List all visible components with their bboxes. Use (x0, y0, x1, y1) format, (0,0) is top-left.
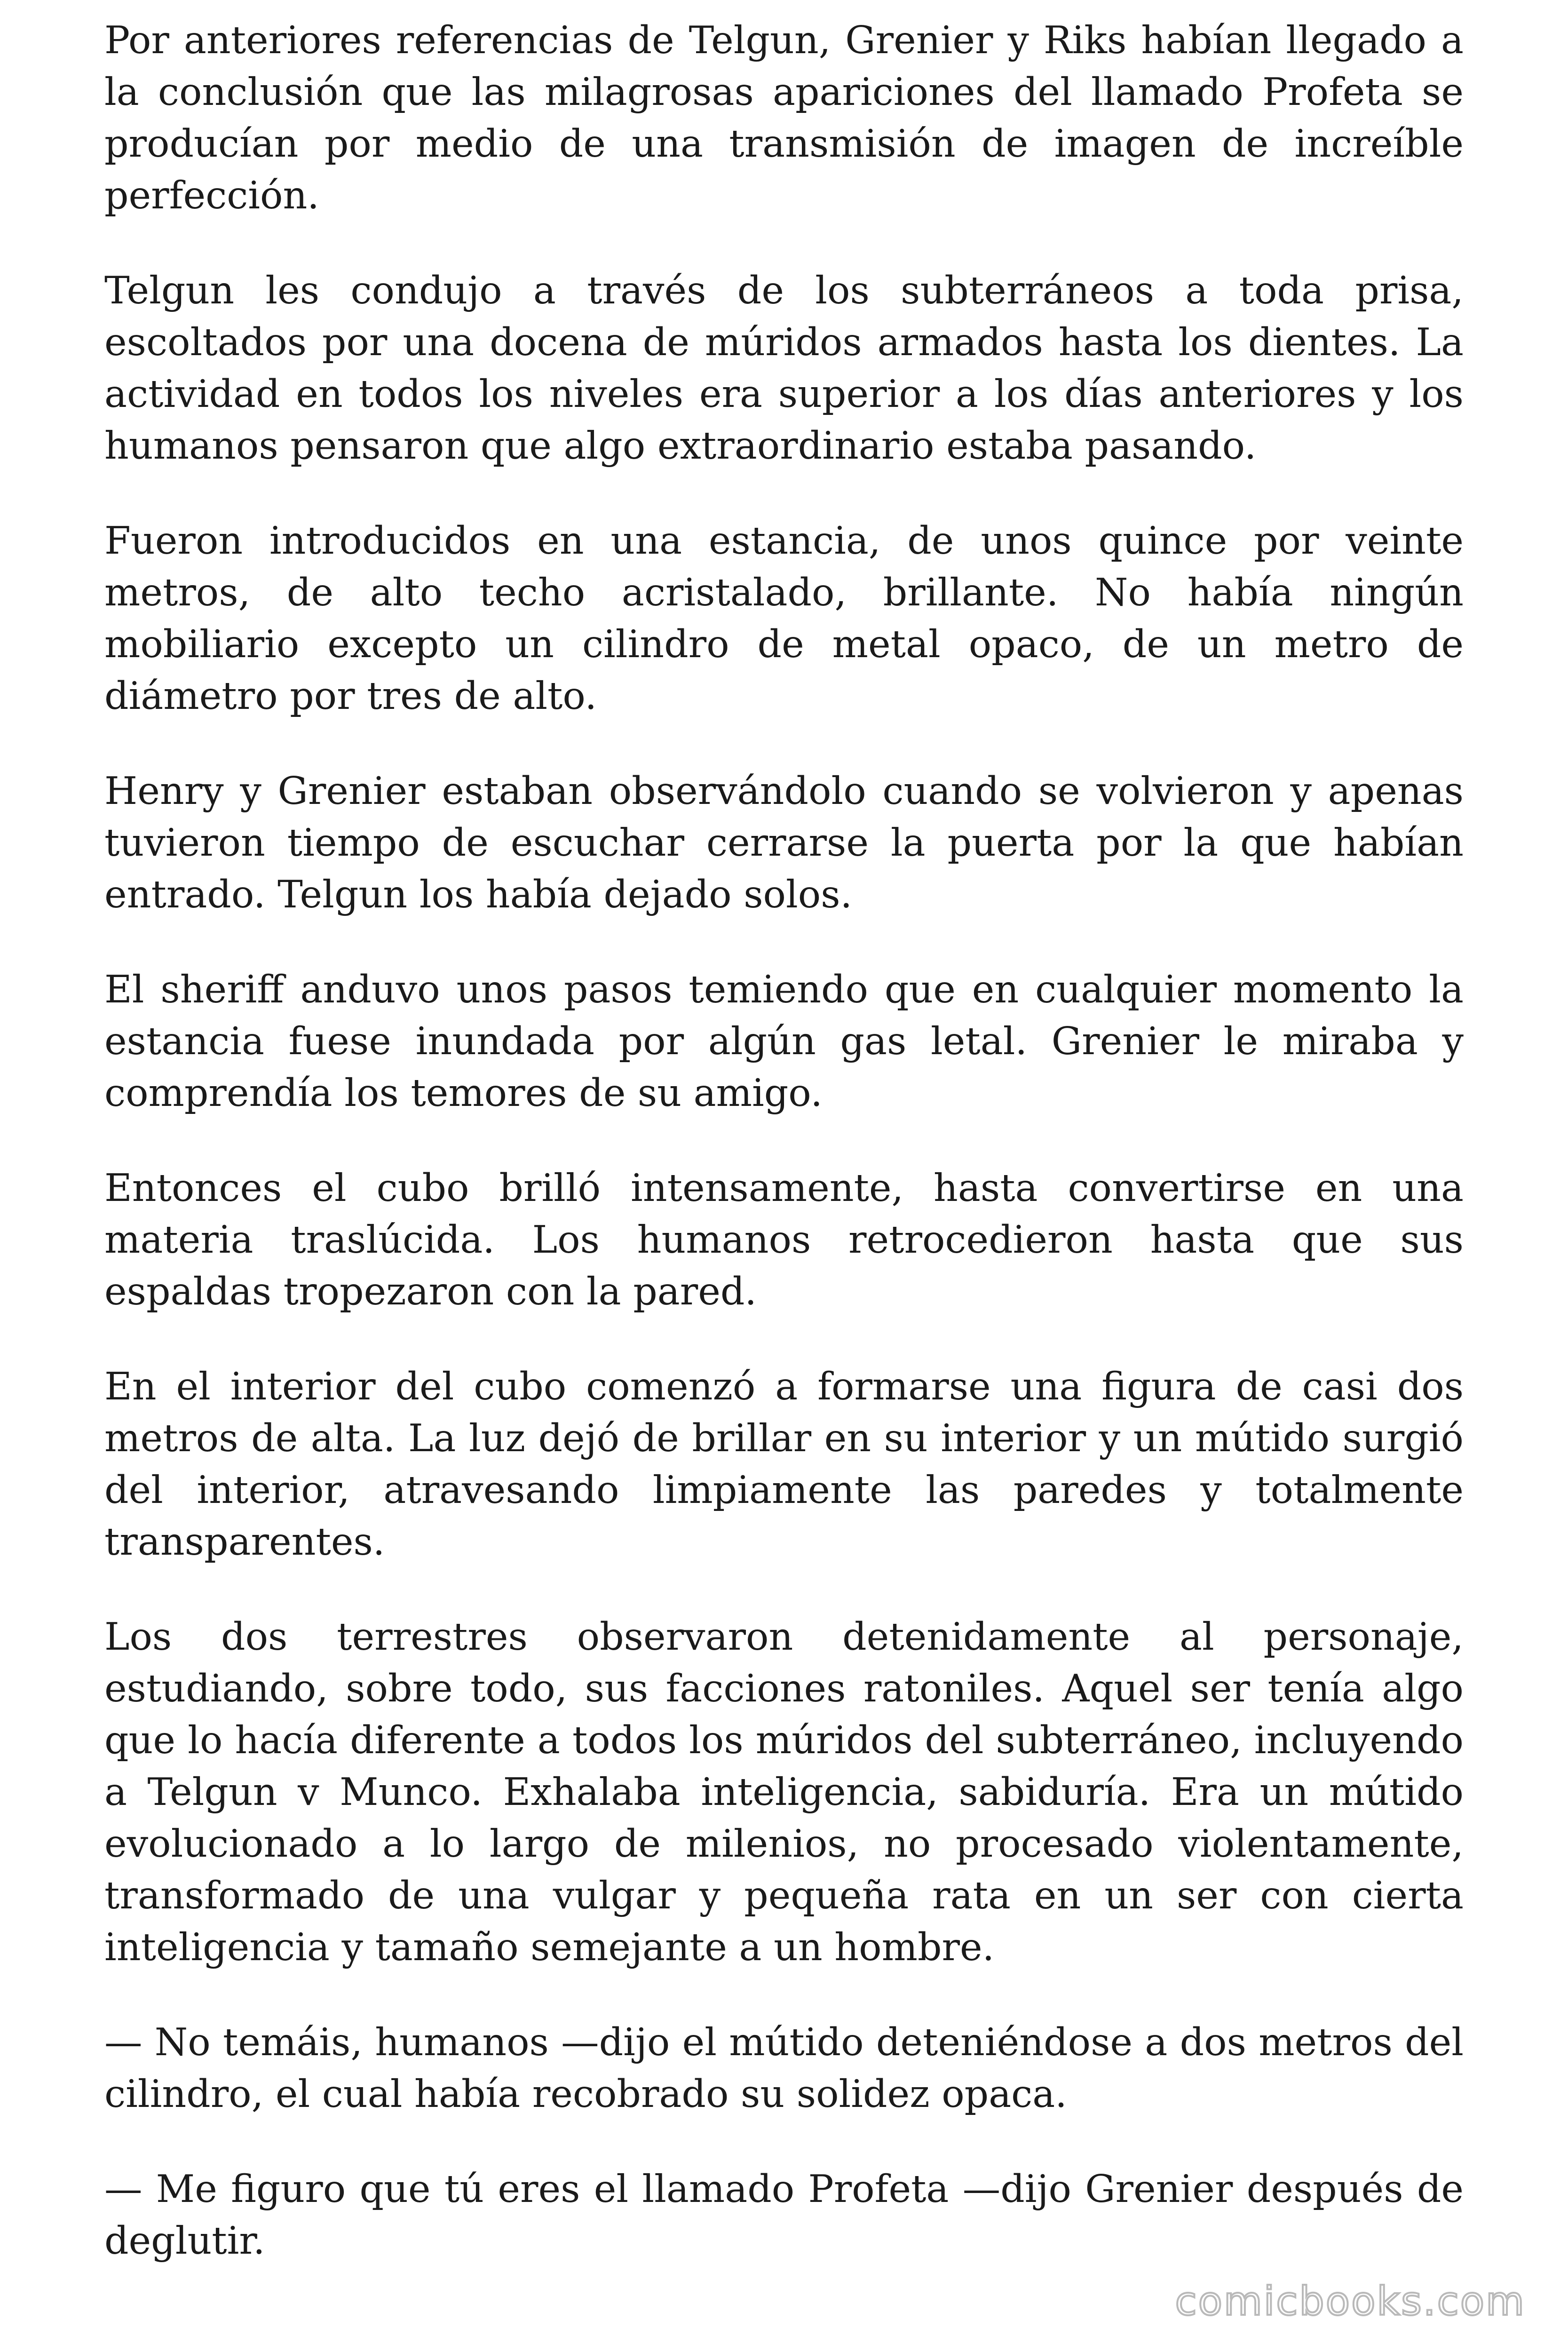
paragraph: Henry y Grenier estaban observándolo cuando se volvieron y apenas tuvieron tiempo de escuchar cerrarse la puerta por la que habían entrado. Telgun los había dejado solos. (104, 769, 1464, 916)
watermark: comicbooks.com (1175, 2278, 1526, 2324)
paragraph: Entonces el cubo brilló intensamente, hasta convertirse en una materia traslúcida. Los humanos retrocedieron hasta que sus espaldas tropezaron con la pared. (104, 1166, 1464, 1313)
paragraph: Los dos terrestres observaron detenidamente al personaje, estudiando, sobre todo, sus facciones ratoniles. Aquel ser tenía algo que lo hacía diferente a todos los múridos del subterráneo, incluyendo a Telgun v Munco. Exhalaba inteligencia, sabiduría. Era un mútido evolucionado a lo largo de milenios, no procesado violentamente, transformado de una vulgar y pequeña rata en un ser con cierta inteligencia y tamaño semejante a un hombre. (104, 1614, 1464, 1969)
paragraph: Por anteriores referencias de Telgun, Grenier y Riks habían llegado a la conclusión que las milagrosas apariciones del llamado Profeta se producían por medio de una transmisión de imagen de increíble perfección. (104, 18, 1464, 217)
paragraph: En el interior del cubo comenzó a formarse una figura de casi dos metros de alta. La luz dejó de brillar en su interior y un mútido surgió del interior, atravesando limpiamente las paredes y totalmente transparentes. (104, 1364, 1464, 1564)
paragraph: Fueron introducidos en una estancia, de unos quince por veinte metros, de alto techo acristalado, brillante. No había ningún mobiliario excepto un cilindro de metal opaco, de un metro de diámetro por tres de alto. (104, 518, 1464, 718)
paragraph: — No temáis, humanos —dijo el mútido deteniéndose a dos metros del cilindro, el cual había recobrado su solidez opaca. (104, 2020, 1464, 2116)
document-page (104, 14, 1464, 2310)
paragraph: Telgun les condujo a través de los subterráneos a toda prisa, escoltados por una docena de múridos armados hasta los dientes. La actividad en todos los niveles era superior a los días anteriores y los humanos pensaron que algo extraordinario estaba pasando. (104, 268, 1464, 468)
paragraph: El sheriff anduvo unos pasos temiendo que en cualquier momento la estancia fuese inundada por algún gas letal. Grenier le miraba y comprendía los temores de su amigo. (104, 967, 1464, 1115)
paragraph: — Me figuro que tú eres el llamado Profeta —dijo Grenier después de deglutir. (104, 2167, 1464, 2263)
